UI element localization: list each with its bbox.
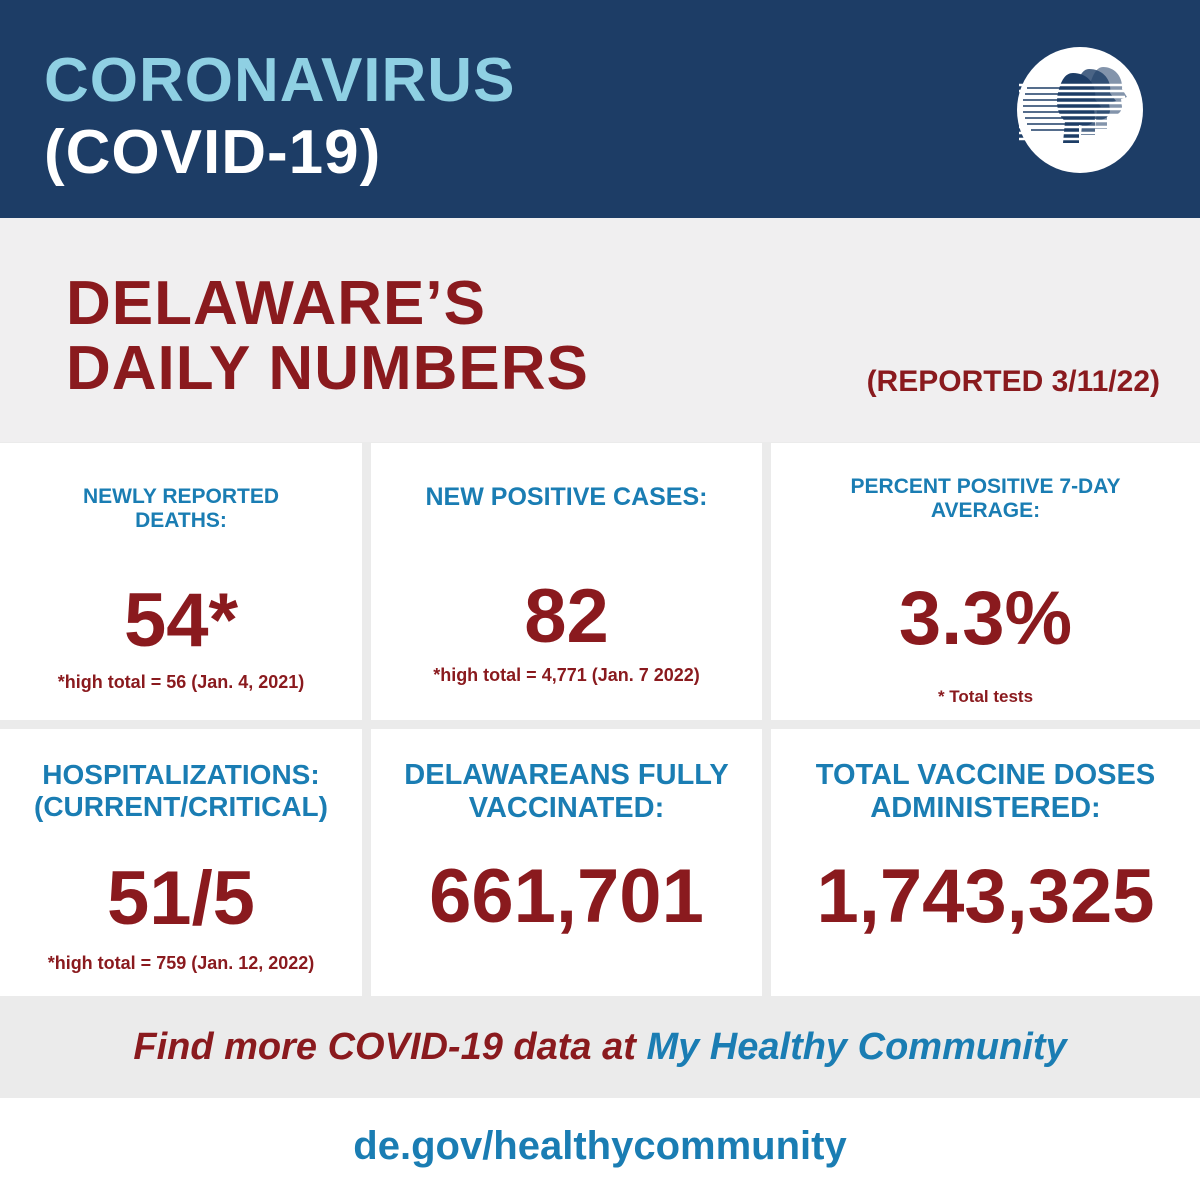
doses-label-line1: TOTAL VACCINE DOSES — [815, 759, 1156, 791]
deaths-note: *high total = 56 (Jan. 4, 2021) — [57, 672, 305, 692]
deaths-label-line2: DEATHS: — [135, 509, 227, 533]
cases-label: NEW POSITIVE CASES: — [425, 483, 708, 511]
footer-cta[interactable] — [0, 1026, 1200, 1069]
stat-card-percent-positive — [771, 443, 1200, 720]
footer-cta-text: Find more COVID-19 data at — [133, 1026, 647, 1068]
vaccinated-label-line2: VACCINATED: — [468, 792, 665, 825]
doses-label — [771, 759, 1200, 826]
reported-date: (REPORTED 3/11/22) — [866, 365, 1160, 398]
vaccinated-label — [371, 759, 762, 826]
deaths-label — [0, 485, 362, 533]
cases-value: 82 — [524, 574, 609, 659]
hospitalizations-label-line2: (CURRENT/CRITICAL) — [34, 791, 328, 823]
percent-positive-label-line1: PERCENT POSITIVE 7-DAY — [850, 475, 1121, 498]
healthy-community-url-link[interactable]: de.gov/healthycommunity — [353, 1124, 847, 1168]
public-health-faces-logo-icon — [1015, 45, 1145, 175]
doses-value: 1,743,325 — [816, 854, 1155, 939]
vaccinated-label-line1: DELAWAREANS FULLY — [404, 759, 729, 791]
hero-title-daily-numbers: DAILY NUMBERS — [66, 334, 589, 403]
hospitalizations-note: *high total = 759 (Jan. 12, 2022) — [47, 953, 315, 973]
doses-label-line2: ADMINISTERED: — [870, 792, 1101, 825]
footer-band — [0, 996, 1200, 1098]
percent-positive-label — [771, 475, 1200, 523]
stat-card-deaths — [0, 443, 362, 720]
stat-card-fully-vaccinated — [371, 729, 762, 996]
hospitalizations-label — [0, 759, 362, 823]
header-banner — [0, 0, 1200, 218]
stat-card-cases — [371, 443, 762, 720]
header-title-coronavirus: CORONAVIRUS — [44, 46, 516, 115]
percent-positive-label-line2: AVERAGE: — [930, 499, 1041, 523]
header-title-covid19: (COVID-19) — [44, 118, 382, 187]
deaths-value: 54* — [123, 578, 239, 663]
deaths-label-line1: NEWLY REPORTED — [82, 485, 280, 508]
cases-note: *high total = 4,771 (Jan. 7 2022) — [433, 665, 700, 685]
percent-positive-value: 3.3% — [898, 576, 1073, 661]
vaccinated-value: 661,701 — [429, 854, 704, 939]
hero-section — [0, 218, 1200, 442]
stat-card-vaccine-doses — [771, 729, 1200, 996]
hero-title-delawares: DELAWARE’S — [66, 269, 486, 338]
my-healthy-community-link[interactable]: My Healthy Community — [646, 1026, 1067, 1068]
stat-card-hospitalizations — [0, 729, 362, 996]
hospitalizations-value: 51/5 — [107, 856, 255, 941]
percent-positive-note: * Total tests — [937, 687, 1034, 706]
url-band — [0, 1098, 1200, 1200]
hospitalizations-label-line1: HOSPITALIZATIONS: — [42, 759, 320, 790]
